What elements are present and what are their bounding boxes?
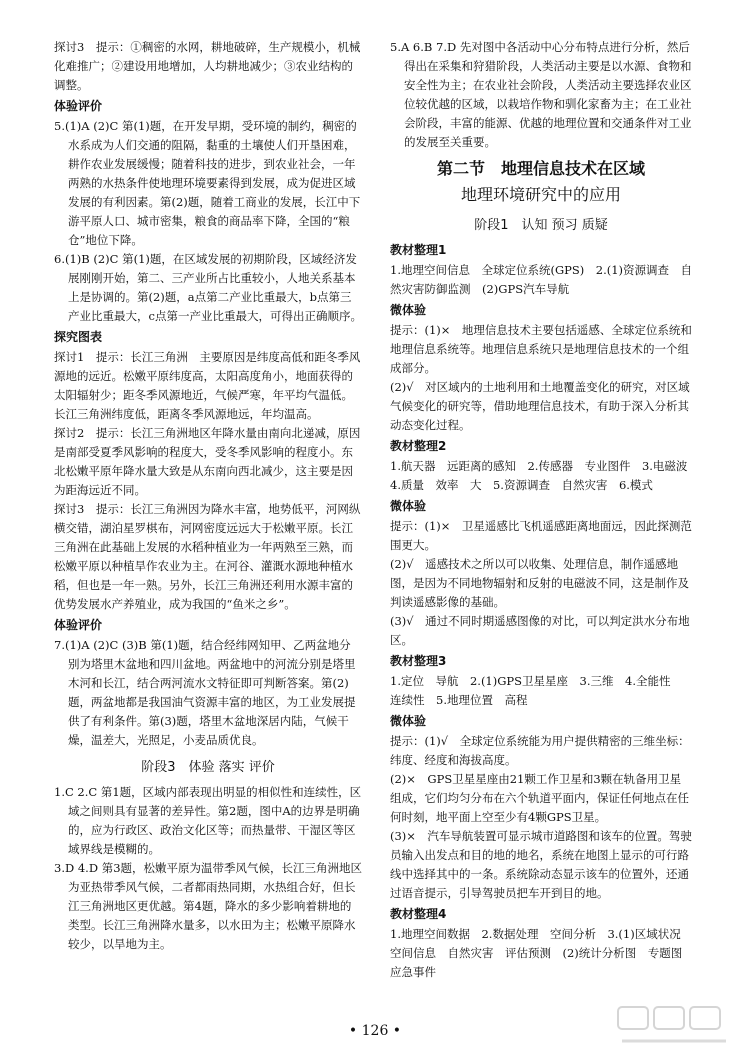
section-heading: 教材整理1 <box>390 243 447 257</box>
left-paragraph: 探讨2 提示：长江三角洲地区年降水量由南向北递减，原因是南部受夏季风影响的程度大，受冬季风影响的程度小。东北松嫩平原年降水量大致是从东南向西北减少，这主要是因为距海远近不同。 <box>54 426 361 497</box>
section-heading: 教材整理2 <box>390 439 447 453</box>
sub-heading: 微体验 <box>390 303 427 317</box>
right-paragraph: (3)× 汽车导航装置可显示城市道路图和该车的位置。驾驶员输入出发点和目的地的地名，系统在地图上显示的可行路线中选择其中的一条。系统除动态显示该车的位置外，还通过语音提示，引导驾驶员把车开到目的地。 <box>390 829 692 900</box>
right-column <box>390 38 699 982</box>
right-paragraph: (2)√ 遥感技术之所以可以收集、处理信息，制作遥感地图，是因为不同地物辐射和反射的电磁波不同，这是制作及判读遥感影像的基础。 <box>390 557 689 609</box>
right-paragraph: (2)√ 对区域内的土地利用和土地覆盖变化的研究，对区域气候变化的研究等，借助地理信息技术，有助于深入分析其动态变化过程。 <box>390 380 690 432</box>
page-number: • 126 • <box>348 1023 402 1039</box>
section-heading: 体验评价 <box>54 99 103 113</box>
right-paragraph: 1.地理空间信息 全球定位系统(GPS) 2.(1)资源调查 自然灾害防御监测 (2)GPS汽车导航 <box>390 263 693 296</box>
section-heading: 教材整理4 <box>390 907 447 921</box>
right-paragraph: 提示：(1)× 卫星遥感比飞机遥感距离地面远，因此探测范围更大。 <box>390 519 692 552</box>
right-paragraph: 提示：(1)× 地理信息技术主要包括遥感、全球定位系统和地理信息系统等。地理信息系统只是地理信息技术的一个组成部分。 <box>390 323 692 375</box>
right-paragraph: 1.定位 导航 2.(1)GPS卫星星座 3.三维 4.全能性 连续性 5.地理位置 高程 <box>390 674 682 707</box>
left-paragraph: 7.(1)A (2)C (3)B 第(1)题，结合经纬网知甲、乙两盆地分别为塔里木盆地和四川盆地。两盆地中的河流分别是塔里木河和长江，结合两河流水文特征即可判断答案。第(2)题，两盆地都是我国油气资源丰富的地区，为工业发展提供了有利条件。第(3)题，塔里木盆地深居内陆，气候干燥，温差大，光照足，小麦品质优良。 <box>54 638 356 747</box>
right-paragraph: 提示：(1)√ 全球定位系统能为用户提供精密的三维坐标：纬度、经度和海拔高度。 <box>390 734 690 767</box>
section-title-line2: 地理环境研究中的应用 <box>460 185 621 204</box>
right-paragraph: 1.航天器 远距离的感知 2.传感器 专业图件 3.电磁波 4.质量 效率 大 5.资源调查 自然灾害 6.模式 <box>390 459 699 492</box>
left-column <box>54 38 362 954</box>
right-paragraph: 5.A 6.B 7.D 先对图中各活动中心分布特点进行分析，然后得出在采集和狩猎阶段，人类活动主要是以水源、食物和安全性为主；在农业社会阶段，人类活动主要选择农业区位较优越的区域，以栽培作物和驯化家畜为主；在工业社会阶段，丰富的能源、优越的地理位置和交通条件对工业的发展至关重要。 <box>390 40 692 149</box>
section-heading: 探究图表 <box>54 330 103 344</box>
left-paragraph: 探讨3 提示：长江三角洲因为降水丰富，地势低平，河网纵横交错，湖泊星罗棋布，河网密度远远大于松嫩平原。长江三角洲在此基础上发展的水稻种植业为一年两熟至三熟，而松嫩平原以种植旱作农业为主。在河谷、灌溉水源地种植水稻，但也是一年一熟。另外，长江三角洲还利用水源丰富的优势发展水产养殖业，成为我国的“鱼米之乡”。 <box>54 502 361 611</box>
section-heading: 体验评价 <box>54 618 103 632</box>
left-paragraph: 6.(1)B (2)C 第(1)题，在区域发展的初期阶段，区域经济发展刚刚开始，第二、三产业所占比重较小，人地关系基本上是协调的。第(2)题，a点第二产业比重最大，b点第三产业比重最大，c点第一产业比重最大，可得出正确顺序。 <box>54 252 362 323</box>
right-paragraph: 1.地理空间数据 2.数据处理 空间分析 3.(1)区域状况 空间信息 自然灾害 评估预测 (2)统计分析图 专题图 应急事件 <box>390 927 694 979</box>
sub-heading: 微体验 <box>390 714 427 728</box>
sub-heading: 微体验 <box>390 499 427 513</box>
watermark-logo-icon <box>616 1003 736 1053</box>
left-paragraph: 探讨3 提示：①稠密的水网，耕地破碎，生产规模小，机械化难推广；②建设用地增加，人均耕地减少；③农业结构的调整。 <box>54 40 361 92</box>
right-paragraph: (3)√ 通过不同时期遥感图像的对比，可以判定洪水分布地区。 <box>390 614 690 647</box>
left-paragraph: 5.(1)A (2)C 第(1)题，在开发早期，受环境的制约，稠密的水系成为人们交通的阻隔，黏重的土壤使人们开垦困难，耕作农业发展缓慢；随着科技的进步，到农业社会，一年两熟的水热条件使地理环境要素得到发展，成为促进区域发展的有利因素。第(2)题，随着工商业的发展，长江中下游平原人口、城市密集，粮食的商品率下降，全国的“粮仓”地位下降。 <box>54 119 361 247</box>
section-heading: 教材整理3 <box>390 654 447 668</box>
left-paragraph: 1.C 2.C 第1题，区域内部表现出明显的相似性和连续性，区域之间则具有显著的差异性。第2题，图中A的边界是明确的，应为行政区、政治文化区等；而热量带、干湿区等区域界线是模糊的。 <box>54 785 362 856</box>
left-paragraph: 探讨1 提示：长江三角洲 主要原因是纬度高低和距冬季风源地的远近。松嫩平原纬度高，太阳高度角小，地面获得的太阳辐射少；距冬季风源地近，气候严寒，年平均气温低。长江三角洲纬度低，距离冬季风源地远，年均温高。 <box>54 350 361 421</box>
right-paragraph: (2)× GPS卫星星座由21颗工作卫星和3颗在轨备用卫星组成，它们均匀分布在六个轨道平面内，保证任何地点在任何时刻，地平面上空至少有4颗GPS卫星。 <box>390 772 689 824</box>
stage-heading: 阶段1 认知 预习 质疑 <box>474 218 608 233</box>
section-title: 第二节 地理信息技术在区域 <box>436 159 645 178</box>
stage-heading: 阶段3 体验 落实 评价 <box>141 760 275 775</box>
left-paragraph: 3.D 4.D 第3题，松嫩平原为温带季风气候，长江三角洲地区为亚热带季风气候，二者都雨热同期，水热组合好，但长江三角洲地区更优越。第4题，降水的多少影响着耕地的类型。长江三角洲降水量多，以水田为主；松嫩平原降水较少，以旱地为主。 <box>54 861 363 951</box>
